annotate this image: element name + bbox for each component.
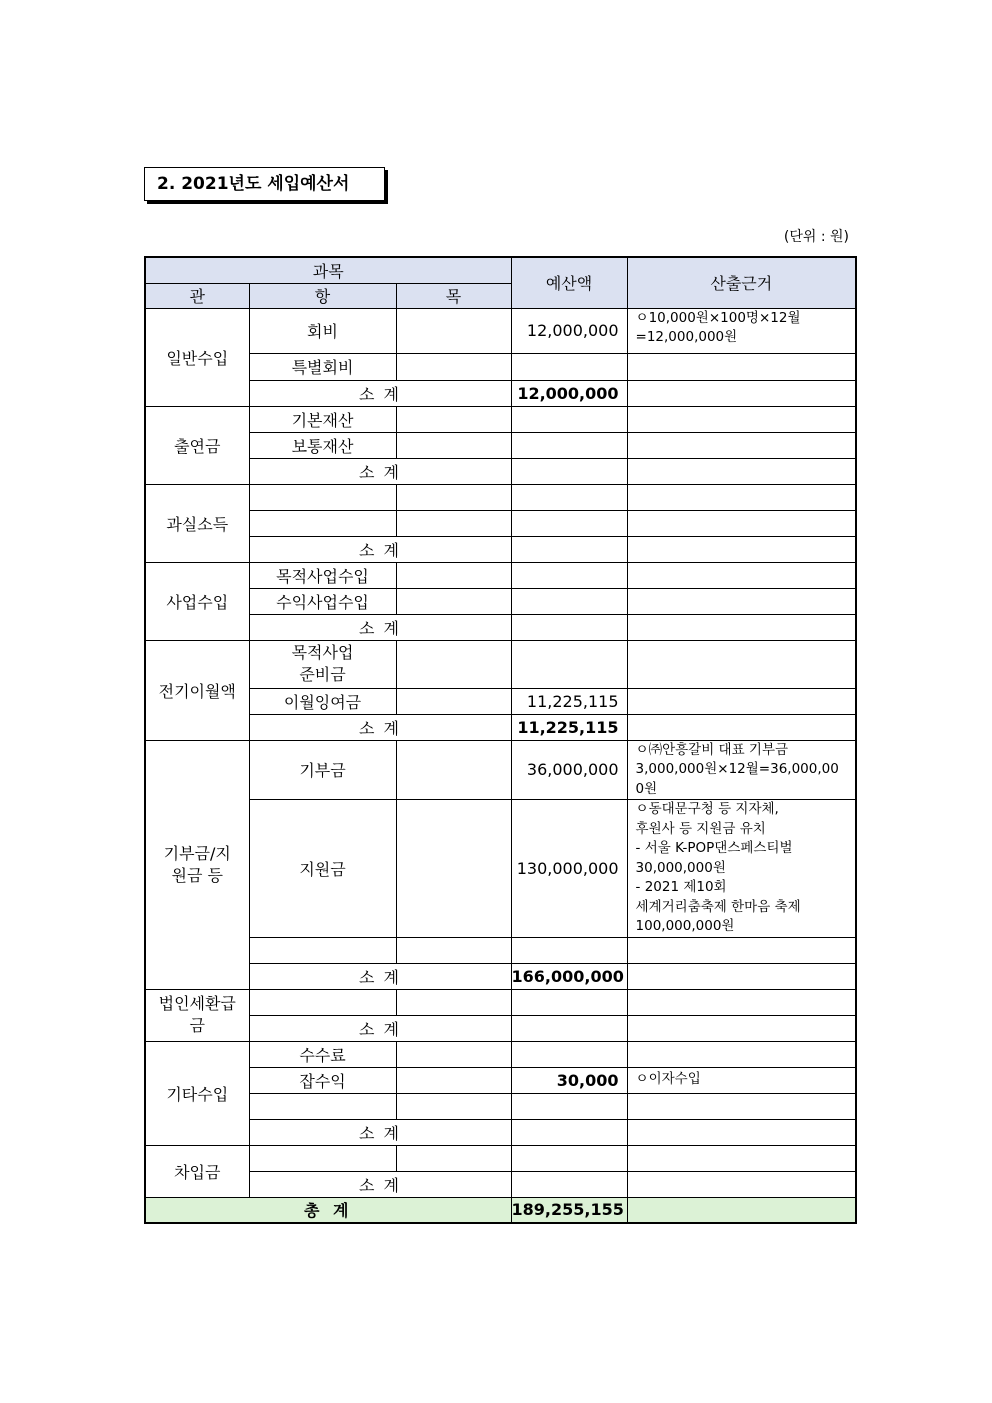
hang-cell: 기부금: [249, 740, 396, 800]
header-amount: 예산액: [511, 257, 627, 308]
basis-cell: [627, 1041, 856, 1067]
subtotal-label: 소 계: [249, 963, 511, 989]
basis-cell: ㅇ10,000원×100명×12월=12,000,000원: [627, 308, 856, 353]
basis-cell: [627, 406, 856, 432]
hang-cell: 지원금: [249, 800, 396, 938]
basis-cell: [627, 800, 856, 938]
amount-cell: [511, 588, 627, 614]
basis-line: 후원사 등 지원금 유치: [635, 820, 766, 837]
table-row: [145, 800, 856, 938]
basis-cell: [627, 1093, 856, 1119]
hang-cell: [249, 1093, 396, 1119]
basis-cell: [627, 688, 856, 714]
section-name-line: 원금 등: [171, 865, 223, 885]
table-row: [145, 1093, 856, 1119]
hang-cell: 수익사업수입: [249, 588, 396, 614]
section-name: [145, 740, 249, 989]
subtotal-row: [145, 714, 856, 740]
mok-cell: [396, 562, 511, 588]
hang-cell: [249, 510, 396, 536]
table-row: [145, 937, 856, 963]
amount-cell: 11,225,115: [511, 688, 627, 714]
subtotal-row: [145, 1171, 856, 1197]
mok-cell: [396, 640, 511, 688]
basis-cell: [627, 1145, 856, 1171]
section-name: 과실소득: [145, 484, 249, 562]
hang-cell: [249, 640, 396, 688]
mok-cell: [396, 1041, 511, 1067]
mok-cell: [396, 688, 511, 714]
table-row: [145, 308, 856, 353]
amount-cell: 130,000,000: [511, 800, 627, 938]
table-row: [145, 1145, 856, 1171]
table-row: [145, 640, 856, 688]
table-row: [145, 1041, 856, 1067]
revenue-budget-table: [144, 256, 857, 1224]
basis-cell: [627, 614, 856, 640]
basis-line: - 서울 K-POP댄스페스티벌: [635, 840, 793, 856]
subtotal-amount: [511, 614, 627, 640]
basis-cell: [627, 432, 856, 458]
basis-cell: [627, 989, 856, 1015]
hang-cell: 기본재산: [249, 406, 396, 432]
section-name: 일반수입: [145, 308, 249, 406]
mok-cell: [396, 432, 511, 458]
basis-cell: [627, 1171, 856, 1197]
subtotal-label: 소 계: [249, 1015, 511, 1041]
basis-cell: [627, 963, 856, 989]
subtotal-amount: [511, 1171, 627, 1197]
mok-cell: [396, 588, 511, 614]
subtotal-row: [145, 1015, 856, 1041]
basis-cell: [627, 562, 856, 588]
total-row: [145, 1197, 856, 1223]
subtotal-amount: 166,000,000: [511, 963, 627, 989]
mok-cell: [396, 1067, 511, 1093]
basis-line: 3,000,000원×12월=36,000,00: [635, 761, 839, 777]
subtotal-label: 소 계: [249, 1171, 511, 1197]
mok-cell: [396, 1093, 511, 1119]
basis-line: 세계거리춤축제 한마음 축제: [635, 898, 801, 915]
hang-line: 목적사업: [291, 643, 354, 662]
basis-cell: [627, 714, 856, 740]
hang-cell: 이월잉여금: [249, 688, 396, 714]
table-row: [145, 688, 856, 714]
section-name: 기타수입: [145, 1041, 249, 1145]
section-name: 사업수입: [145, 562, 249, 640]
hang-cell: 목적사업수입: [249, 562, 396, 588]
hang-cell: [249, 989, 396, 1015]
mok-cell: [396, 308, 511, 353]
hang-cell: 특별회비: [249, 353, 396, 380]
subtotal-label: 소 계: [249, 714, 511, 740]
hang-cell: [249, 484, 396, 510]
subtotal-row: [145, 458, 856, 484]
amount-cell: 36,000,000: [511, 740, 627, 800]
basis-cell: [627, 1197, 856, 1223]
mok-cell: [396, 989, 511, 1015]
hang-cell: [249, 1145, 396, 1171]
mok-cell: [396, 1145, 511, 1171]
basis-line: 30,000,000원: [635, 859, 726, 876]
total-label: 총 계: [145, 1197, 511, 1223]
basis-cell: [627, 510, 856, 536]
header-hang: 항: [249, 283, 396, 308]
basis-line: - 2021 제10회: [635, 879, 727, 895]
subtotal-amount: [511, 458, 627, 484]
amount-cell: [511, 937, 627, 963]
mok-cell: [396, 740, 511, 800]
mok-cell: [396, 510, 511, 536]
subtotal-amount: [511, 1015, 627, 1041]
amount-cell: [511, 1041, 627, 1067]
header-mok: 목: [396, 283, 511, 308]
basis-line: ㅇ㈜안흥갈비 대표 기부금: [635, 741, 789, 758]
total-amount: 189,255,155: [511, 1197, 627, 1223]
basis-cell: [627, 353, 856, 380]
table-row: [145, 406, 856, 432]
basis-line: ㅇ동대문구청 등 지자체,: [635, 801, 779, 817]
section-name-line: 기부금/지: [163, 843, 231, 863]
table-row: [145, 740, 856, 800]
mok-cell: [396, 406, 511, 432]
table-row: [145, 562, 856, 588]
header-basis: 산출근거: [627, 257, 856, 308]
subtotal-row: [145, 536, 856, 562]
amount-cell: [511, 640, 627, 688]
mok-cell: [396, 353, 511, 380]
mok-cell: [396, 484, 511, 510]
header-subject: 과목: [145, 257, 511, 283]
unit-label: (단위 : 원): [783, 229, 849, 245]
amount-cell: [511, 406, 627, 432]
subtotal-label: 소 계: [249, 614, 511, 640]
amount-cell: [511, 353, 627, 380]
amount-cell: [511, 562, 627, 588]
basis-cell: [627, 380, 856, 406]
subtotal-row: [145, 614, 856, 640]
section-name-line: 법인세환급: [158, 994, 236, 1013]
section-name: [145, 989, 249, 1041]
section-name: 출연금: [145, 406, 249, 484]
section-name-line: 금: [189, 1016, 205, 1035]
basis-line: 0원: [635, 780, 658, 797]
section-name: 전기이월액: [145, 640, 249, 740]
basis-cell: ㅇ이자수입: [627, 1067, 856, 1093]
table-row: [145, 510, 856, 536]
subtotal-amount: 12,000,000: [511, 380, 627, 406]
subtotal-row: [145, 963, 856, 989]
mok-cell: [396, 800, 511, 938]
hang-cell: 수수료: [249, 1041, 396, 1067]
table-row: [145, 1067, 856, 1093]
subtotal-row: [145, 380, 856, 406]
subtotal-label: 소 계: [249, 536, 511, 562]
table-row: [145, 432, 856, 458]
basis-cell: [627, 740, 856, 800]
amount-cell: [511, 989, 627, 1015]
basis-line: 100,000,000원: [635, 918, 735, 934]
hang-cell: 보통재산: [249, 432, 396, 458]
basis-cell: [627, 1015, 856, 1041]
amount-cell: [511, 510, 627, 536]
subtotal-label: 소 계: [249, 380, 511, 406]
subtotal-label: 소 계: [249, 458, 511, 484]
mok-cell: [396, 937, 511, 963]
basis-cell: [627, 484, 856, 510]
section-name: 차입금: [145, 1145, 249, 1197]
basis-cell: [627, 1119, 856, 1145]
subtotal-label: 소 계: [249, 1119, 511, 1145]
header-gwan: 관: [145, 283, 249, 308]
table-row: [145, 588, 856, 614]
hang-cell: 회비: [249, 308, 396, 353]
hang-cell: 잡수익: [249, 1067, 396, 1093]
amount-cell: [511, 484, 627, 510]
amount-cell: [511, 432, 627, 458]
subtotal-amount: [511, 1119, 627, 1145]
document-title: 2. 2021년도 세입예산서: [144, 167, 385, 201]
subtotal-amount: [511, 536, 627, 562]
basis-cell: [627, 458, 856, 484]
hang-line: 준비금: [299, 665, 346, 684]
subtotal-amount: 11,225,115: [511, 714, 627, 740]
basis-cell: [627, 588, 856, 614]
table-row: [145, 353, 856, 380]
table-row: [145, 484, 856, 510]
subtotal-row: [145, 1119, 856, 1145]
amount-cell: [511, 1093, 627, 1119]
basis-cell: [627, 937, 856, 963]
hang-cell: [249, 937, 396, 963]
amount-cell: 12,000,000: [511, 308, 627, 353]
table-row: [145, 989, 856, 1015]
basis-cell: [627, 640, 856, 688]
amount-cell: 30,000: [511, 1067, 627, 1093]
amount-cell: [511, 1145, 627, 1171]
basis-cell: [627, 536, 856, 562]
